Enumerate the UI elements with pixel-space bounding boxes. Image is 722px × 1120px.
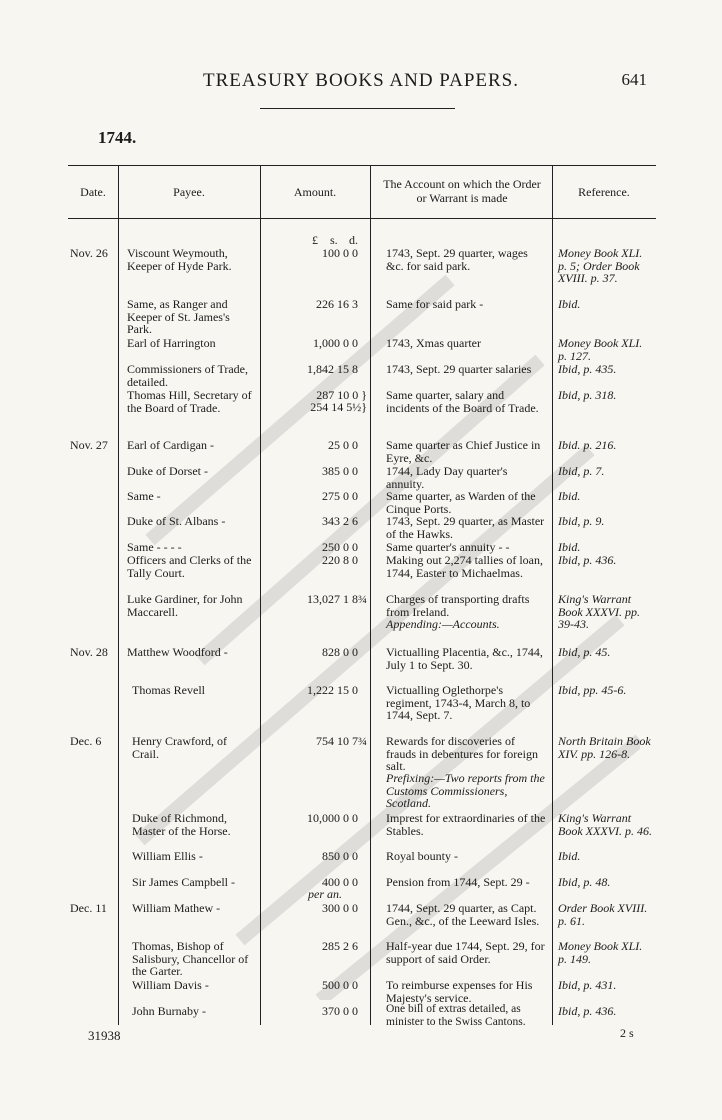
row-reference: Ibid, p. 45. bbox=[558, 645, 611, 659]
row-amount: 285 2 6 bbox=[322, 939, 358, 953]
row-reference: Order Book XVIII. p. 61. bbox=[558, 901, 648, 928]
row-reference: Ibid, p. 431. bbox=[558, 978, 617, 992]
row-amount: 226 16 3 bbox=[316, 297, 358, 311]
row-payee: Viscount Weymouth, Keeper of Hyde Park. bbox=[127, 246, 232, 273]
row-payee: Matthew Woodford - bbox=[127, 645, 228, 659]
row-payee: Commissioners of Trade, detailed. bbox=[127, 362, 249, 389]
column-divider-payee bbox=[260, 165, 261, 1025]
row-account: To reimburse expenses for His Majesty's service. bbox=[386, 978, 533, 1005]
column-header-account: The Account on which the Order or Warrant is made bbox=[383, 177, 541, 205]
table-top-rule bbox=[68, 165, 656, 166]
column-divider-date bbox=[118, 165, 119, 1025]
row-reference: Ibid. p. 216. bbox=[558, 438, 617, 452]
column-divider-account bbox=[552, 165, 553, 1025]
column-header-reference: Reference. bbox=[578, 185, 630, 199]
row-account: Imprest for extraordinaries of the Stables. bbox=[386, 811, 546, 838]
column-header-amount: Amount. bbox=[293, 185, 337, 199]
row-account: Same quarter's annuity - - bbox=[386, 540, 510, 554]
row-amount: 300 0 0 bbox=[322, 901, 358, 915]
row-reference: Money Book XLI. p. 127. bbox=[558, 336, 643, 363]
row-account: Rewards for discoveries of frauds in debentures for foreign salt. bbox=[386, 734, 538, 773]
row-reference: Ibid. bbox=[558, 849, 581, 863]
row-reference: Ibid, p. 9. bbox=[558, 514, 605, 528]
row-amount: 10,000 0 0 bbox=[307, 811, 358, 825]
row-account: 1744, Lady Day quarter's annuity. bbox=[386, 464, 508, 491]
row-amount: 220 8 0 bbox=[322, 553, 358, 567]
row-reference: Ibid. bbox=[558, 489, 581, 503]
row-account: 1743, Sept. 29 quarter, wages &c. for said park. bbox=[386, 246, 528, 273]
row-reference: Ibid. bbox=[558, 540, 581, 554]
row-amount: 400 0 0 bbox=[322, 875, 358, 889]
row-reference: Ibid, p. 7. bbox=[558, 464, 605, 478]
row-amount: 500 0 0 bbox=[322, 978, 358, 992]
row-payee: Henry Crawford, of Crail. bbox=[132, 734, 227, 761]
page-number: 641 bbox=[621, 70, 647, 89]
unit-shilling: s. bbox=[330, 233, 338, 247]
row-account: Victualling Oglethorpe's regiment, 1743-4, March 8, to 1744, Sept. 7. bbox=[386, 683, 531, 722]
row-account: Same for said park - bbox=[386, 297, 484, 311]
row-reference: King's Warrant Book XXXVI. pp. 39-43. bbox=[558, 592, 640, 631]
row-payee: Thomas Revell bbox=[132, 683, 205, 697]
unit-pound: £ bbox=[312, 233, 318, 247]
row-payee: Duke of Dorset - bbox=[127, 464, 208, 478]
row-date: Nov. 27 bbox=[70, 438, 108, 452]
row-reference: Ibid, p. 435. bbox=[558, 362, 617, 376]
unit-pence: d. bbox=[349, 233, 358, 247]
row-account: Making out 2,274 tallies of loan, 1744, Easter to Michaelmas. bbox=[386, 553, 543, 580]
row-amount: 250 0 0 bbox=[322, 540, 358, 554]
row-reference: Ibid. bbox=[558, 297, 581, 311]
row-account: 1743, Sept. 29 quarter salaries bbox=[386, 362, 532, 376]
row-account: Same quarter, as Warden of the Cinque Ports. bbox=[386, 489, 536, 516]
row-amount-second: 254 14 5½} bbox=[310, 400, 367, 414]
row-amount: 343 2 6 bbox=[322, 514, 358, 528]
row-payee: William Mathew - bbox=[132, 901, 221, 915]
row-amount: 754 10 7¾ bbox=[316, 734, 367, 748]
row-payee: Duke of Richmond, Master of the Horse. bbox=[132, 811, 231, 838]
row-payee: Duke of St. Albans - bbox=[127, 514, 226, 528]
row-payee: William Ellis - bbox=[132, 849, 203, 863]
row-payee: Same - bbox=[127, 489, 161, 503]
row-amount: 25 0 0 bbox=[328, 438, 358, 452]
row-account: Victualling Placentia, &c., 1744, July 1 to Sept. 30. bbox=[386, 645, 543, 672]
row-date: Nov. 28 bbox=[70, 645, 108, 659]
row-reference: North Britain Book XIV. pp. 126-8. bbox=[558, 734, 651, 761]
row-date: Dec. 6 bbox=[70, 734, 102, 748]
row-amount: 828 0 0 bbox=[322, 645, 358, 659]
row-payee: Thomas Hill, Secretary of the Board of Trade. bbox=[127, 388, 252, 415]
row-account: Same quarter, salary and incidents of the Board of Trade. bbox=[386, 388, 539, 415]
header-rule bbox=[260, 108, 455, 109]
row-payee: Officers and Clerks of the Tally Court. bbox=[127, 553, 252, 580]
row-account: One bill of extras detailed, as minister to the Swiss Cantons. bbox=[386, 1003, 526, 1028]
row-account-note: Prefixing:—Two reports from the Customs Commissioners, Scotland. bbox=[386, 771, 545, 810]
row-payee: Same, as Ranger and Keeper of St. James's Park. bbox=[127, 297, 230, 336]
row-payee: Same - - - - bbox=[127, 540, 182, 554]
row-amount: 275 0 0 bbox=[322, 489, 358, 503]
row-reference: Money Book XLI. p. 149. bbox=[558, 939, 643, 966]
row-amount: 370 0 0 bbox=[322, 1004, 358, 1018]
row-amount: 1,000 0 0 bbox=[313, 336, 358, 350]
row-reference: King's Warrant Book XXXVI. p. 46. bbox=[558, 811, 652, 838]
row-amount: 100 0 0 bbox=[322, 246, 358, 260]
table-header-rule bbox=[68, 218, 656, 219]
row-reference: Ibid, p. 436. bbox=[558, 553, 617, 567]
row-amount: 287 10 0 } bbox=[316, 388, 367, 402]
row-account: Royal bounty - bbox=[386, 849, 458, 863]
row-date: Dec. 11 bbox=[70, 901, 107, 915]
row-amount: 1,842 15 8 bbox=[307, 362, 358, 376]
row-account: Half-year due 1744, Sept. 29, for support of said Order. bbox=[386, 939, 545, 966]
row-reference: Ibid, p. 48. bbox=[558, 875, 611, 889]
row-account: 1743, Sept. 29 quarter, as Master of the Hawks. bbox=[386, 514, 545, 541]
signature-mark: 2 s bbox=[620, 1026, 634, 1040]
row-reference: Ibid, p. 436. bbox=[558, 1004, 617, 1018]
row-account: 1743, Xmas quarter bbox=[386, 336, 481, 350]
row-amount: 850 0 0 bbox=[322, 849, 358, 863]
row-payee: Thomas, Bishop of Salisbury, Chancellor of the Garter. bbox=[132, 939, 249, 978]
row-payee: Earl of Harrington bbox=[127, 336, 216, 350]
printer-code: 31938 bbox=[88, 1028, 121, 1043]
row-account: Pension from 1744, Sept. 29 - bbox=[386, 875, 530, 889]
row-account: Charges of transporting drafts from Ireland. bbox=[386, 592, 530, 619]
row-amount-note: per an. bbox=[308, 887, 342, 901]
row-payee: William Davis - bbox=[132, 978, 209, 992]
row-account: 1744, Sept. 29 quarter, as Capt. Gen., &c., of the Leeward Isles. bbox=[386, 901, 540, 928]
row-account: Same quarter as Chief Justice in Eyre, &c. bbox=[386, 438, 541, 465]
row-reference: Money Book XLI. p. 5; Order Book XVIII. p. 37. bbox=[558, 246, 643, 285]
row-reference: Ibid, p. 318. bbox=[558, 388, 617, 402]
row-account-note: Appending:—Accounts. bbox=[386, 617, 500, 631]
row-amount: 1,222 15 0 bbox=[307, 683, 358, 697]
row-payee: Luke Gardiner, for John Maccarell. bbox=[127, 592, 243, 619]
row-payee: Sir James Campbell - bbox=[132, 875, 235, 889]
row-date: Nov. 26 bbox=[70, 246, 108, 260]
row-reference: Ibid, pp. 45-6. bbox=[558, 683, 627, 697]
row-amount: 13,027 1 8¾ bbox=[307, 592, 367, 606]
row-payee: Earl of Cardigan - bbox=[127, 438, 214, 452]
column-header-date: Date. bbox=[80, 185, 106, 199]
row-payee: John Burnaby - bbox=[132, 1004, 206, 1018]
year-heading: 1744. bbox=[98, 128, 137, 147]
page-running-title: TREASURY BOOKS AND PAPERS. bbox=[202, 70, 519, 91]
column-header-payee: Payee. bbox=[173, 185, 205, 199]
row-amount: 385 0 0 bbox=[322, 464, 358, 478]
column-divider-amount bbox=[370, 165, 371, 1025]
